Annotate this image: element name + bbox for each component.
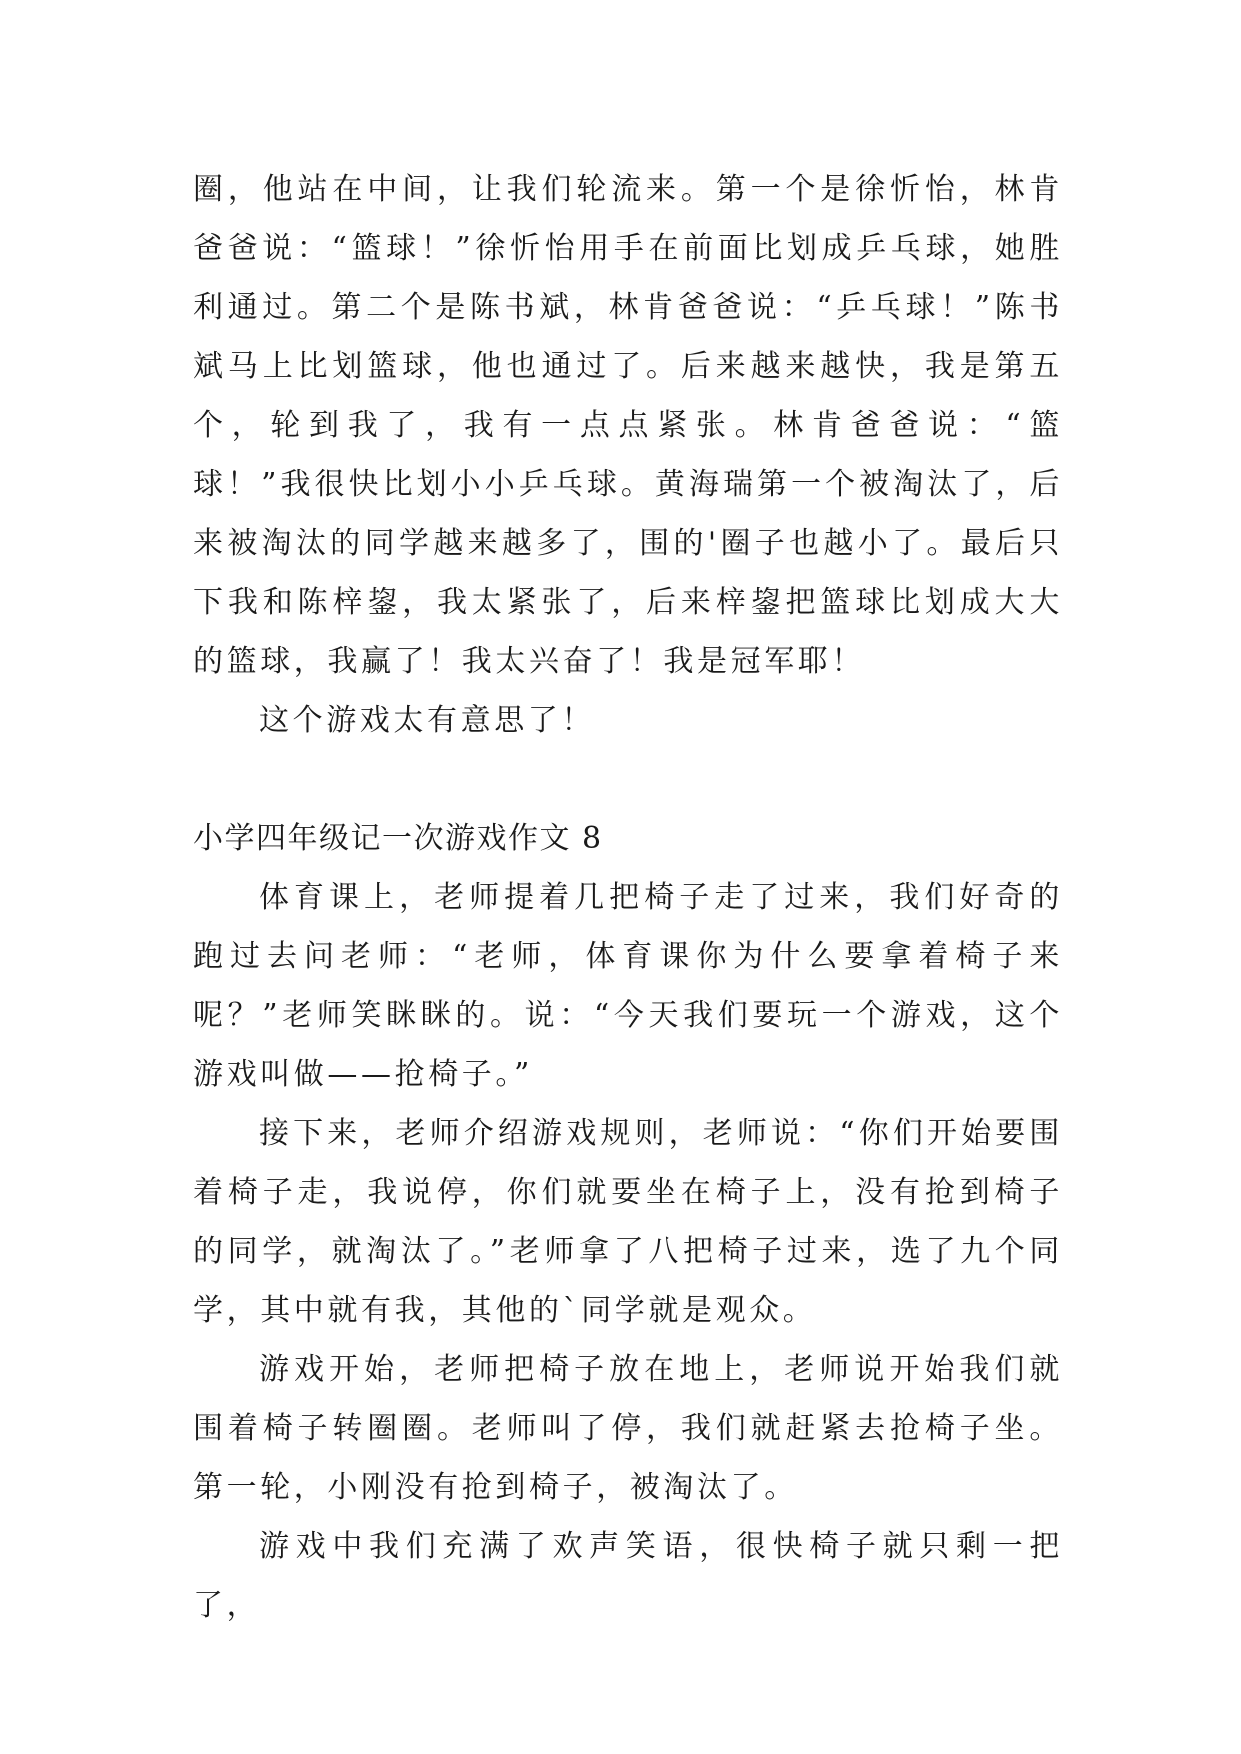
essay-heading: 小学四年级记一次游戏作文 8 xyxy=(193,821,603,856)
paragraph-continuation: 圈，他站在中间，让我们轮流来。第一个是徐忻怡，林肯爸爸说：“篮球！”徐忻怡用手在前面比划成乒乓球，她胜利通过。第二个是陈书斌，林肯爸爸说：“乒乓球！”陈书斌马上比划篮球，他也通过了。后来越来越快，我是第五个，轮到我了，我有一点点紧张。林肯爸爸说：“篮球！”我很快比划小小乒乓球。黄海瑞第一个被淘汰了，后来被淘汰的同学越来越多了，围的'圈子也越小了。最后只下我和陈梓鋆，我太紧张了，后来梓鋆把篮球比划成大大的篮球，我赢了！我太兴奋了！我是冠军耶！ xyxy=(193,172,1063,679)
paragraph-4: 游戏中我们充满了欢声笑语，很快椅子就只剩一把了， xyxy=(193,1529,1063,1623)
document-page xyxy=(193,160,1063,1635)
paragraph-3: 游戏开始，老师把椅子放在地上，老师说开始我们就围着椅子转圈圈。老师叫了停，我们就赶紧去抢椅子坐。第一轮，小刚没有抢到椅子，被淘汰了。 xyxy=(193,1352,1063,1505)
section-gap xyxy=(193,750,1063,809)
paragraph-conclusion: 这个游戏太有意思了！ xyxy=(259,703,595,738)
paragraph-1: 体育课上，老师提着几把椅子走了过来，我们好奇的跑过去问老师：“老师，体育课你为什么要拿着椅子来呢？”老师笑眯眯的。说：“今天我们要玩一个游戏，这个游戏叫做——抢椅子。” xyxy=(193,880,1063,1092)
paragraph-2: 接下来，老师介绍游戏规则，老师说：“你们开始要围着椅子走，我说停，你们就要坐在椅子上，没有抢到椅子的同学，就淘汰了。”老师拿了八把椅子过来，选了九个同学，其中就有我，其他的`同学就是观众。 xyxy=(193,1116,1063,1328)
